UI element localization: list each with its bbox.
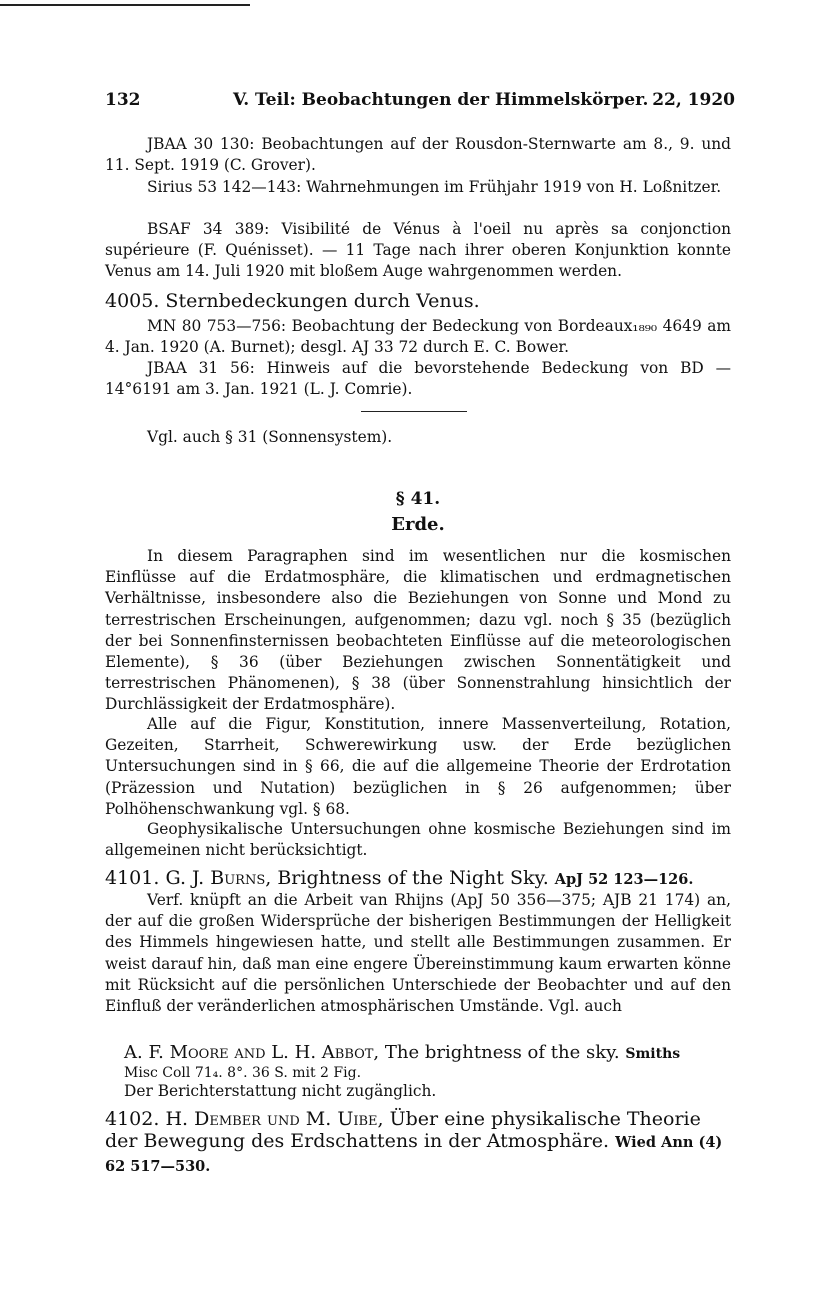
- entry-4101-title: Brightness of the Night Sky.: [277, 867, 549, 889]
- entry-4102-title: Über eine physikalische Theorie der Bewegung des Erdschattens in der Atmosphäre.: [105, 1108, 701, 1152]
- entry-4102-heading: [105, 1108, 731, 1178]
- entry-4101-source: ApJ 52 123—126.: [554, 871, 694, 888]
- entry-4102-number: 4102.: [105, 1108, 160, 1130]
- reference-source-line1: Smiths: [625, 1046, 681, 1062]
- reference-source-line2: Misc Coll 71₄. 8°. 36 S. mit 2 Fig.: [124, 1065, 362, 1081]
- section-number: § 41.: [395, 489, 441, 509]
- intro-paragraph-1: In diesem Paragraphen sind im wesentlichen nur die kosmischen Einflüsse auf die Erdatmosphäre, die klimatischen und erdmagnetischen Verhältnisse, insbesondere also die Beziehungen von Sonne und Mond zu terrestrischen Erscheinungen, aufgenommen; dazu vgl. noch § 35 (bezüglich der bei Sonnenfinsternissen beobachteten Einflüsse auf die meteorologischen Elemente), § 36 (über Beziehungen zwischen Sonnentätigkeit und terrestrischen Phänomenen), § 38 (über Sonnenstrahlung hinsichtlich der Durchlässigkeit der Erdatmosphäre).: [105, 547, 731, 714]
- intro-paragraph-2: Alle auf die Figur, Konstitution, innere Massenverteilung, Rotation, Gezeiten, Starrheit, Schwerewirkung usw. der Erde bezüglichen Untersuchungen sind in § 66, die auf die allgemeine Theorie der Erdrotation (Präzession und Nutation) bezüglichen in § 26 aufgenommen; über Polhöhenschwankung vgl. § 68.: [105, 715, 731, 818]
- top-border-line: [0, 4, 250, 6]
- venus-note-jbaa: JBAA 30 130: Beobachtungen auf der Rousdon-Sternwarte am 8., 9. und 11. Sept. 1919 (C. Grover).: [105, 135, 731, 175]
- entry-4101-heading: [105, 867, 731, 891]
- section-title: Erde.: [391, 514, 445, 535]
- reference-authors: A. F. Moore and L. H. Abbot,: [124, 1042, 380, 1063]
- reference-note: Der Berichterstattung nicht zugänglich.: [124, 1082, 437, 1100]
- entry-4005-heading: 4005. Sternbedeckungen durch Venus.: [105, 290, 480, 312]
- entry-4101-body: Verf. knüpft an die Arbeit van Rhijns (ApJ 50 356—375; AJB 21 174) an, der auf die großen Widersprüche der bisherigen Bestimmungen der Helligkeit des Himmels hingewiesen hatte, und stellt alle Bestimmungen zusammen. Er weist darauf hin, daß man eine engere Übereinstimmung kaum erwarten könne mit Rücksicht auf die persönlichen Unterschiede der Beobachter und auf den Einfluß der veränderlichen atmosphärischen Umstände. Vgl. auch: [105, 891, 731, 1016]
- entry-4005-jbaa: JBAA 31 56: Hinweis auf die bevorstehende Bedeckung von BD — 14°6191 am 3. Jan. 1921 (L. J. Comrie).: [105, 359, 731, 399]
- venus-note-sirius: Sirius 53 142—143: Wahrnehmungen im Frühjahr 1919 von H. Loßnitzer.: [147, 178, 722, 196]
- running-title: V. Teil: Beobachtungen der Himmelskörper.: [233, 90, 649, 110]
- section-reference: 22, 1920: [652, 90, 735, 110]
- cross-reference: Vgl. auch § 31 (Sonnensystem).: [147, 428, 393, 446]
- entry-4005-mn: MN 80 753—756: Beobachtung der Bedeckung von Bordeaux₁₈₉₀ 4649 am 4. Jan. 1920 (A. Burnet); desgl. AJ 33 72 durch E. C. Bower.: [105, 317, 731, 357]
- reference-title: The brightness of the sky.: [384, 1042, 620, 1063]
- entry-4101-number: 4101.: [105, 867, 160, 889]
- venus-note-bsaf: BSAF 34 389: Visibilité de Vénus à l'oeil nu après sa conjonction supérieure (F. Quénisset). — 11 Tage nach ihrer oberen Konjunktion konnte Venus am 14. Juli 1920 mit bloßem Auge wahrgenommen werden.: [105, 220, 731, 281]
- entry-4101-author: G. J. Burns,: [165, 867, 272, 889]
- page-number: 132: [105, 90, 141, 110]
- running-header: [105, 90, 735, 116]
- intro-paragraph-3: Geophysikalische Untersuchungen ohne kosmische Beziehungen sind im allgemeinen nicht berücksichtigt.: [105, 820, 731, 860]
- entry-4102-authors: H. Dember und M. Uibe,: [165, 1108, 384, 1130]
- entry-4102-source: Wied Ann (4) 62 517—530.: [105, 1134, 723, 1175]
- separator-rule: [361, 411, 467, 412]
- entry-4101-reference: [124, 1042, 731, 1065]
